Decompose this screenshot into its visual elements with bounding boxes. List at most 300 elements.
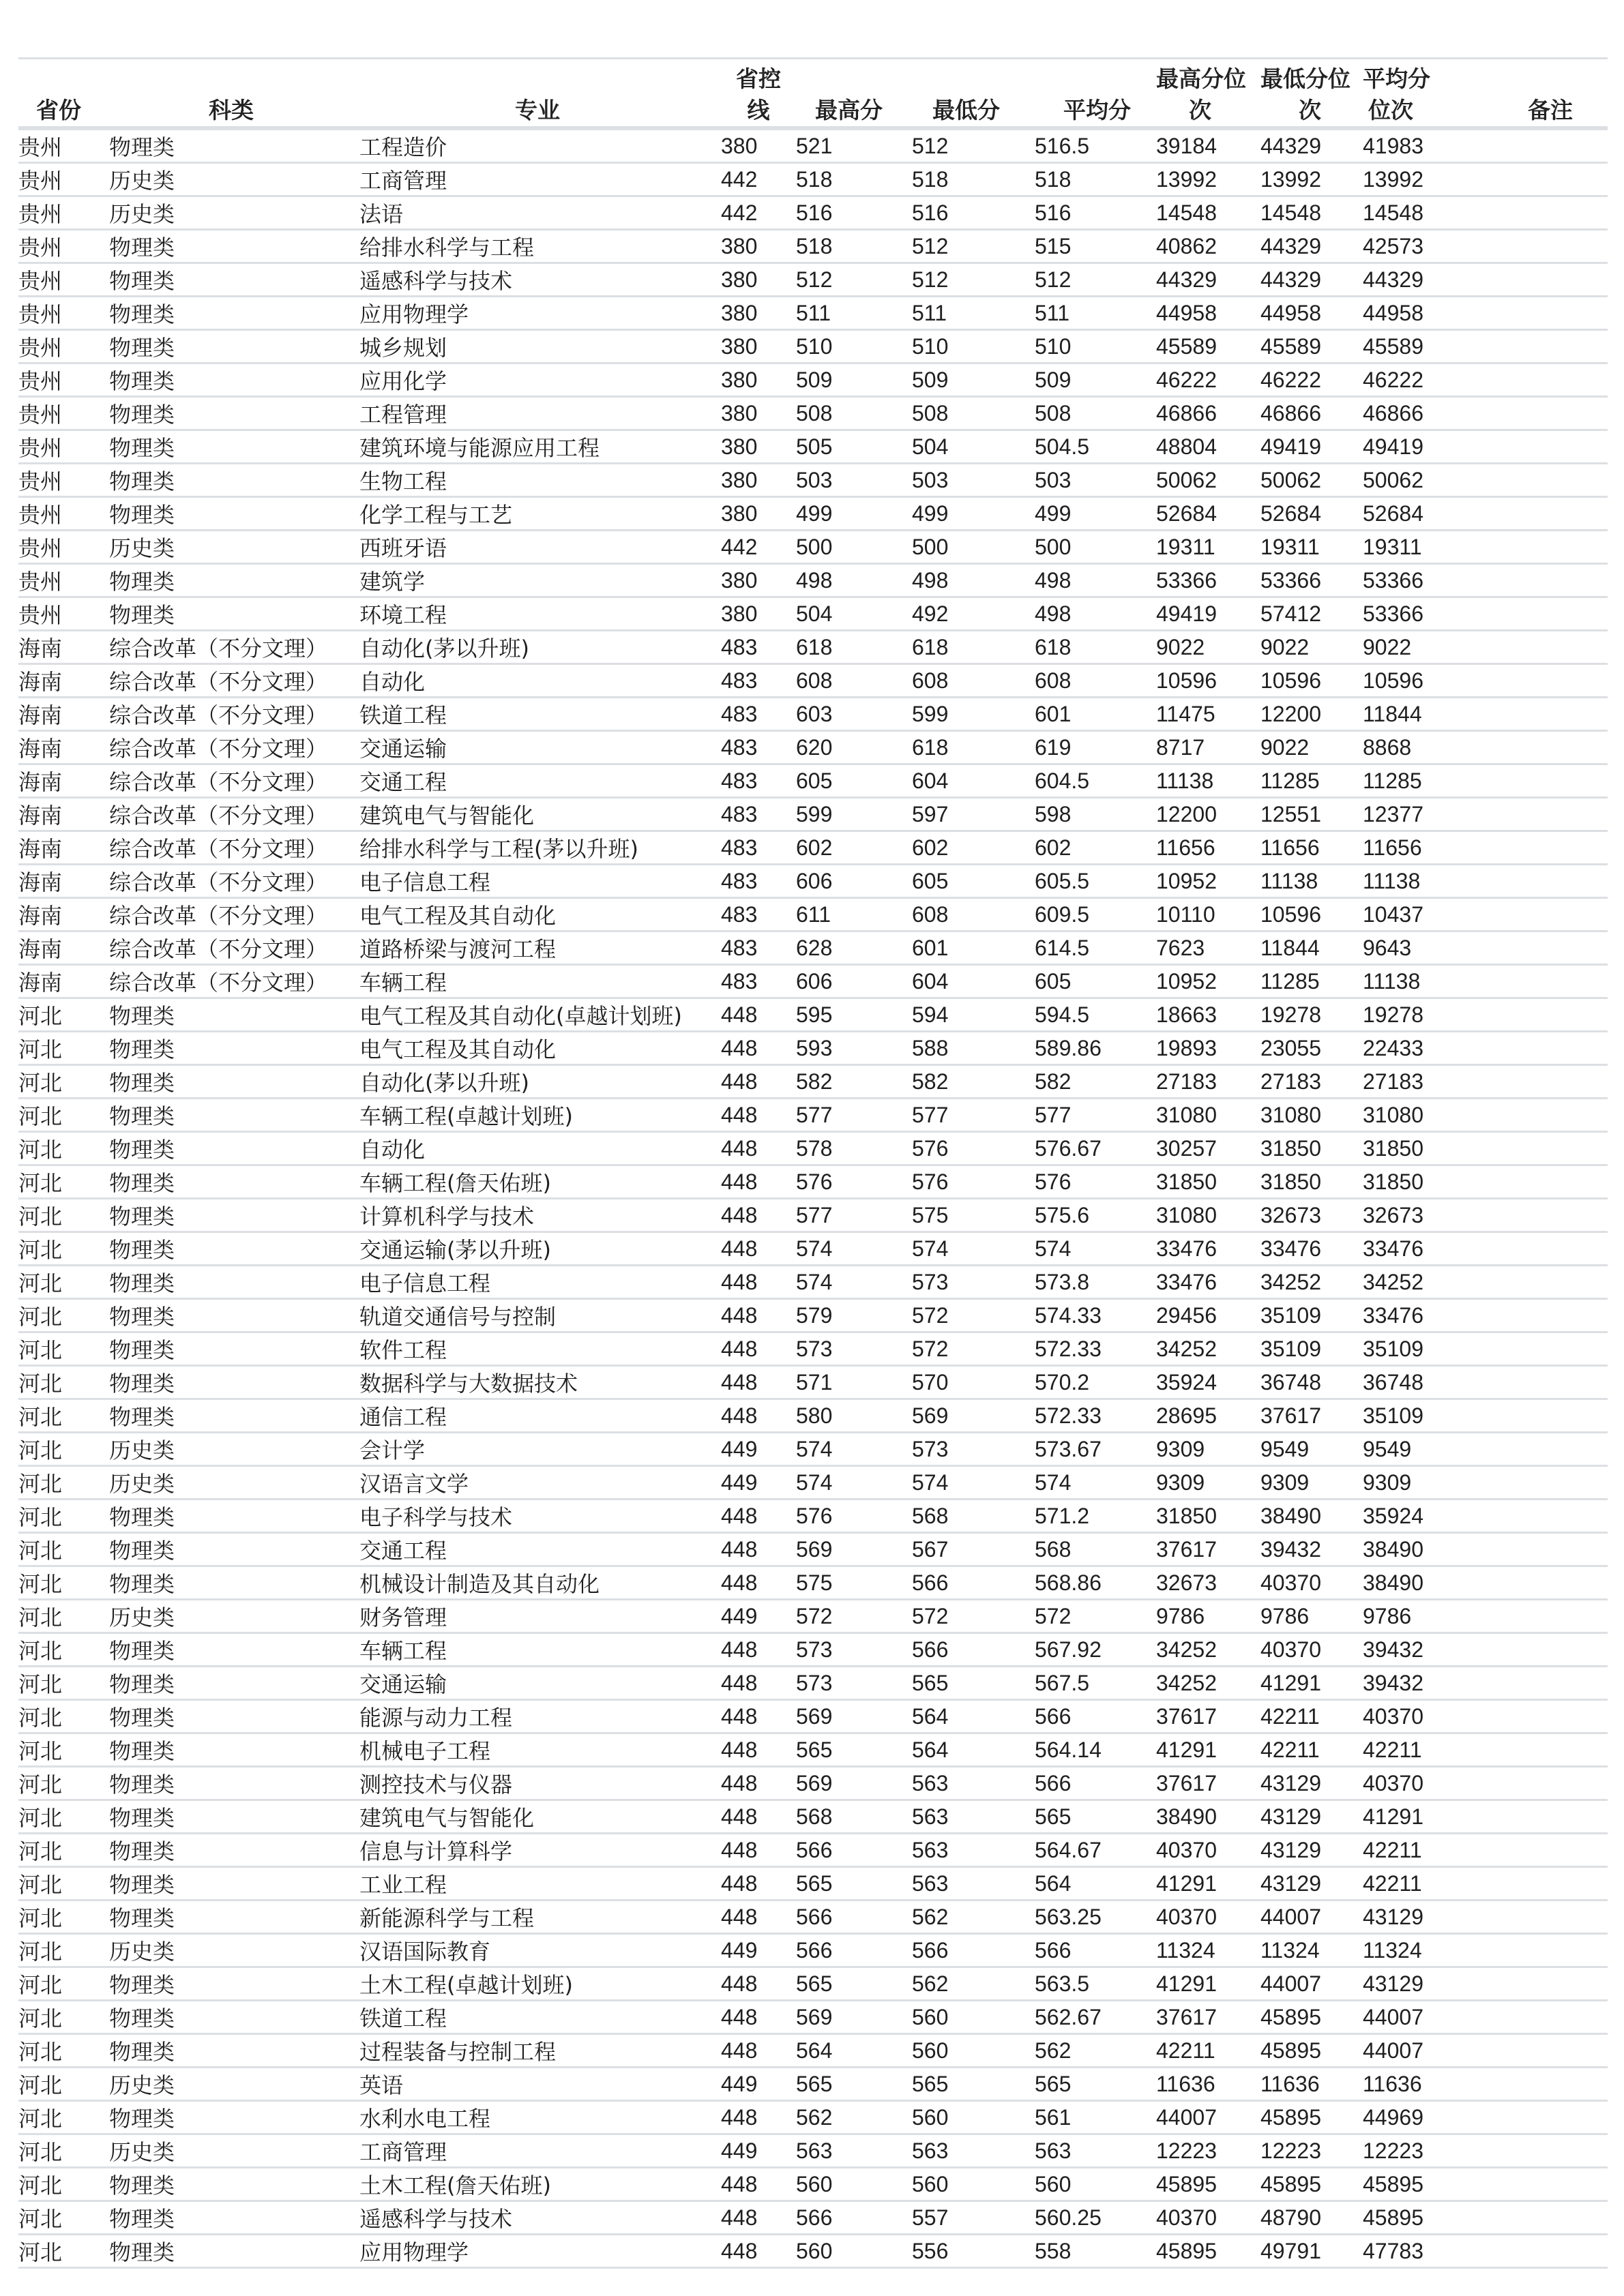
cell-avg-rank: 46222: [1363, 367, 1423, 392]
cell-control-line: 448: [721, 1703, 758, 1729]
cell-province: 河北: [18, 1972, 63, 1998]
cell-max-rank: 33476: [1156, 1236, 1217, 1261]
cell-min-rank: 12223: [1260, 2138, 1321, 2163]
cell-control-line: 448: [721, 2171, 758, 2196]
cell-province: 河北: [18, 1471, 63, 1497]
cell-min-score: 566: [912, 1937, 949, 1963]
cell-min-score: 567: [912, 1536, 949, 1562]
cell-min-rank: 31850: [1260, 1169, 1321, 1194]
cell-min-rank: 11844: [1260, 935, 1320, 960]
table-row: [18, 297, 1608, 330]
cell-max-rank: 12200: [1156, 801, 1217, 826]
cell-min-rank: 12200: [1260, 701, 1321, 726]
cell-major: 应用物理学: [359, 301, 469, 327]
cell-max-rank: 13992: [1156, 166, 1217, 192]
header-max-rank: 最高分位 次: [1156, 65, 1246, 123]
cell-avg-score: 574: [1035, 1470, 1072, 1495]
cell-min-score: 604: [912, 768, 949, 793]
header-note: 备注: [1528, 97, 1573, 123]
cell-max-score: 565: [796, 1737, 833, 1762]
cell-max-score: 569: [796, 2004, 833, 2029]
cell-avg-score: 574.33: [1035, 1302, 1102, 1328]
cell-min-score: 564: [912, 1703, 949, 1729]
cell-max-rank: 52684: [1156, 501, 1217, 526]
cell-note: [1499, 1500, 1608, 1533]
cell-category: 物理类: [109, 602, 175, 628]
header-category: 科类: [209, 97, 254, 123]
cell-major: 交通工程: [359, 1538, 447, 1564]
table-row: [18, 163, 1608, 196]
cell-province: 海南: [18, 736, 63, 762]
cell-max-score: 512: [796, 267, 833, 292]
cell-major: 新能源科学与工程: [359, 1905, 535, 1931]
cell-avg-rank: 43129: [1363, 1971, 1423, 1996]
cell-avg-score: 500: [1035, 534, 1072, 559]
cell-min-score: 618: [912, 734, 949, 760]
table-row: [18, 631, 1608, 664]
cell-control-line: 380: [721, 400, 758, 426]
cell-category: 物理类: [109, 1237, 175, 1263]
cell-control-line: 449: [721, 1603, 758, 1628]
cell-max-rank: 48804: [1156, 434, 1217, 459]
cell-max-rank: 40370: [1156, 1837, 1217, 1862]
cell-note: [1499, 1099, 1608, 1132]
cell-category: 物理类: [109, 268, 175, 294]
cell-avg-rank: 31850: [1363, 1169, 1423, 1194]
cell-note: [1499, 1934, 1608, 1967]
cell-avg-score: 605.5: [1035, 868, 1090, 893]
cell-province: 河北: [18, 1204, 63, 1229]
table-row: [18, 330, 1608, 363]
cell-avg-rank: 42211: [1363, 1870, 1422, 1896]
cell-avg-score: 576.67: [1035, 1135, 1102, 1161]
cell-max-score: 504: [796, 601, 833, 626]
cell-major: 遥感科学与技术: [359, 2206, 513, 2232]
cell-min-rank: 32673: [1260, 1202, 1321, 1227]
cell-avg-score: 566: [1035, 1937, 1072, 1963]
cell-major: 计算机科学与技术: [359, 1204, 535, 1229]
cell-province: 海南: [18, 936, 63, 962]
cell-major: 通信工程: [359, 1404, 447, 1430]
cell-category: 综合改革（不分文理）: [109, 803, 328, 829]
cell-major: 生物工程: [359, 468, 447, 494]
table-row: [18, 764, 1608, 798]
cell-province: 贵州: [18, 201, 63, 227]
cell-avg-rank: 13992: [1363, 166, 1423, 192]
cell-min-score: 508: [912, 400, 949, 426]
cell-province: 河北: [18, 1805, 63, 1831]
cell-avg-score: 602: [1035, 835, 1072, 860]
cell-avg-score: 572.33: [1035, 1403, 1102, 1428]
cell-note: [1499, 1165, 1608, 1199]
cell-major: 工商管理: [359, 168, 447, 194]
cell-control-line: 442: [721, 534, 758, 559]
cell-max-rank: 11656: [1156, 835, 1215, 860]
cell-major: 英语: [359, 2072, 404, 2098]
cell-province: 河北: [18, 1939, 63, 1965]
cell-min-rank: 11656: [1260, 835, 1320, 860]
cell-province: 河北: [18, 1772, 63, 1798]
cell-min-score: 602: [912, 835, 949, 860]
cell-avg-score: 516: [1035, 200, 1072, 225]
cell-max-score: 577: [796, 1202, 833, 1227]
cell-note: [1499, 2101, 1608, 2134]
cell-min-rank: 36748: [1260, 1369, 1321, 1395]
cell-major: 车辆工程(卓越计划班): [359, 1103, 573, 1129]
cell-min-rank: 40370: [1260, 1637, 1321, 1662]
cell-max-rank: 11138: [1156, 768, 1214, 793]
cell-min-score: 556: [912, 2238, 949, 2263]
cell-note: [1499, 1032, 1608, 1065]
cell-major: 道路桥梁与渡河工程: [359, 936, 557, 962]
cell-major: 软件工程: [359, 1337, 447, 1363]
cell-control-line: 448: [721, 1804, 758, 1829]
cell-max-rank: 53366: [1156, 567, 1217, 593]
table-row: [18, 263, 1608, 297]
cell-avg-score: 509: [1035, 367, 1072, 392]
cell-avg-score: 508: [1035, 400, 1072, 426]
cell-max-score: 565: [796, 1971, 833, 1996]
cell-max-score: 578: [796, 1135, 833, 1161]
cell-avg-score: 601: [1035, 701, 1072, 726]
cell-min-rank: 42211: [1260, 1703, 1320, 1729]
cell-min-rank: 10596: [1260, 668, 1321, 693]
admission-score-table: [18, 59, 1608, 2269]
cell-avg-score: 504.5: [1035, 434, 1090, 459]
cell-min-rank: 44958: [1260, 300, 1321, 325]
cell-min-score: 504: [912, 434, 949, 459]
cell-province: 河北: [18, 1605, 63, 1630]
cell-avg-rank: 38490: [1363, 1536, 1423, 1562]
cell-max-score: 573: [796, 1670, 833, 1695]
cell-category: 物理类: [109, 435, 175, 461]
cell-min-score: 605: [912, 868, 949, 893]
cell-avg-rank: 9022: [1363, 634, 1412, 659]
cell-min-score: 512: [912, 133, 949, 158]
cell-province: 海南: [18, 836, 63, 862]
cell-min-score: 511: [912, 300, 947, 325]
cell-min-score: 565: [912, 1670, 949, 1695]
cell-avg-score: 561: [1035, 2104, 1072, 2130]
cell-control-line: 449: [721, 2071, 758, 2096]
cell-max-rank: 45895: [1156, 2171, 1217, 2196]
cell-major: 机械设计制造及其自动化: [359, 1571, 600, 1597]
cell-min-score: 560: [912, 2004, 949, 2029]
cell-major: 电子信息工程: [359, 869, 491, 895]
cell-control-line: 483: [721, 835, 758, 860]
cell-major: 环境工程: [359, 602, 447, 628]
cell-min-score: 577: [912, 1102, 949, 1127]
table-row: [18, 1667, 1608, 1700]
cell-major: 轨道交通信号与控制: [359, 1304, 557, 1330]
cell-max-score: 498: [796, 567, 833, 593]
cell-control-line: 448: [721, 2104, 758, 2130]
cell-min-rank: 35109: [1260, 1302, 1321, 1328]
table-row: [18, 1800, 1608, 1834]
table-row: [18, 1132, 1608, 1165]
cell-avg-score: 582: [1035, 1069, 1072, 1094]
cell-max-rank: 44958: [1156, 300, 1217, 325]
cell-category: 综合改革（不分文理）: [109, 669, 328, 695]
cell-max-score: 509: [796, 367, 833, 392]
table-row: [18, 1900, 1608, 1934]
table-row: [18, 2235, 1608, 2268]
cell-max-rank: 45589: [1156, 333, 1217, 359]
cell-control-line: 448: [721, 1971, 758, 1996]
cell-note: [1499, 1065, 1608, 1099]
cell-avg-rank: 44007: [1363, 2038, 1423, 2063]
cell-control-line: 483: [721, 968, 758, 994]
cell-note: [1499, 363, 1608, 397]
cell-avg-rank: 39432: [1363, 1670, 1423, 1695]
cell-control-line: 448: [721, 2238, 758, 2263]
cell-province: 河北: [18, 2239, 63, 2265]
cell-max-rank: 39184: [1156, 133, 1217, 158]
cell-avg-score: 566: [1035, 1770, 1072, 1795]
cell-note: [1499, 2168, 1608, 2201]
cell-avg-score: 573.8: [1035, 1269, 1090, 1294]
cell-province: 贵州: [18, 268, 63, 294]
cell-avg-rank: 50062: [1363, 467, 1423, 492]
table-row: [18, 531, 1608, 564]
table-row: [18, 1399, 1608, 1433]
cell-max-rank: 19311: [1156, 534, 1215, 559]
cell-avg-score: 564: [1035, 1870, 1072, 1896]
cell-category: 物理类: [109, 1705, 175, 1731]
cell-category: 物理类: [109, 402, 175, 428]
cell-province: 贵州: [18, 301, 63, 327]
cell-category: 物理类: [109, 1170, 175, 1196]
table-row: [18, 1533, 1608, 1566]
cell-category: 物理类: [109, 1137, 175, 1163]
cell-min-score: 572: [912, 1302, 949, 1328]
cell-control-line: 442: [721, 166, 758, 192]
cell-avg-rank: 31080: [1363, 1102, 1423, 1127]
cell-min-score: 562: [912, 1904, 949, 1929]
cell-max-score: 571: [796, 1369, 833, 1395]
cell-category: 历史类: [109, 1605, 175, 1630]
cell-min-score: 575: [912, 1202, 949, 1227]
cell-max-score: 510: [796, 333, 833, 359]
cell-note: [1499, 2134, 1608, 2168]
cell-max-score: 521: [796, 133, 833, 158]
cell-province: 河北: [18, 1070, 63, 1096]
cell-major: 交通运输: [359, 736, 447, 762]
cell-max-score: 618: [796, 634, 833, 659]
cell-avg-score: 518: [1035, 166, 1072, 192]
cell-min-rank: 11285: [1260, 768, 1320, 793]
cell-major: 电子科学与技术: [359, 1504, 513, 1530]
cell-category: 物理类: [109, 1270, 175, 1296]
cell-min-rank: 11138: [1260, 868, 1318, 893]
cell-category: 物理类: [109, 1738, 175, 1764]
cell-avg-rank: 35109: [1363, 1403, 1423, 1428]
cell-avg-rank: 32673: [1363, 1202, 1423, 1227]
cell-category: 综合改革（不分文理）: [109, 702, 328, 728]
cell-major: 法语: [359, 201, 404, 227]
cell-max-rank: 41291: [1156, 1737, 1217, 1762]
table-body: [18, 128, 1608, 2268]
cell-note: [1499, 2235, 1608, 2268]
cell-max-score: 516: [796, 200, 833, 225]
cell-major: 应用化学: [359, 368, 447, 394]
cell-category: 物理类: [109, 1337, 175, 1363]
cell-max-score: 603: [796, 701, 833, 726]
cell-category: 物理类: [109, 2039, 175, 2065]
cell-min-rank: 41291: [1260, 1670, 1321, 1695]
cell-control-line: 448: [721, 1336, 758, 1361]
cell-max-rank: 34252: [1156, 1670, 1217, 1695]
cell-avg-score: 571.2: [1035, 1503, 1090, 1528]
table-row: [18, 898, 1608, 931]
cell-note: [1499, 1667, 1608, 1700]
cell-min-rank: 44007: [1260, 1904, 1321, 1929]
cell-note: [1499, 1700, 1608, 1733]
table-row: [18, 1299, 1608, 1332]
cell-province: 海南: [18, 970, 63, 996]
cell-avg-score: 608: [1035, 668, 1072, 693]
cell-max-rank: 32673: [1156, 1570, 1217, 1595]
cell-max-score: 606: [796, 968, 833, 994]
cell-avg-score: 614.5: [1035, 935, 1090, 960]
cell-min-score: 510: [912, 333, 949, 359]
cell-category: 物理类: [109, 1371, 175, 1397]
cell-min-score: 568: [912, 1503, 949, 1528]
cell-province: 河北: [18, 1003, 63, 1029]
cell-min-score: 564: [912, 1737, 949, 1762]
cell-avg-score: 589.86: [1035, 1035, 1102, 1060]
cell-max-score: 605: [796, 768, 833, 793]
cell-min-score: 608: [912, 901, 949, 927]
cell-min-rank: 42211: [1260, 1737, 1320, 1762]
cell-min-rank: 43129: [1260, 1804, 1321, 1829]
cell-category: 综合改革（不分文理）: [109, 636, 328, 661]
cell-min-rank: 23055: [1260, 1035, 1321, 1060]
cell-note: [1499, 1600, 1608, 1633]
cell-note: [1499, 2001, 1608, 2034]
cell-note: [1499, 397, 1608, 430]
cell-control-line: 380: [721, 567, 758, 593]
cell-avg-score: 572.33: [1035, 1336, 1102, 1361]
cell-avg-score: 515: [1035, 233, 1072, 258]
cell-max-score: 503: [796, 467, 833, 492]
cell-avg-score: 512: [1035, 267, 1072, 292]
cell-avg-score: 568: [1035, 1536, 1072, 1562]
cell-category: 综合改革（不分文理）: [109, 903, 328, 929]
cell-min-score: 565: [912, 2071, 949, 2096]
cell-note: [1499, 664, 1608, 698]
cell-note: [1499, 764, 1608, 798]
cell-min-score: 573: [912, 1269, 949, 1294]
cell-max-score: 582: [796, 1069, 833, 1094]
cell-avg-rank: 8868: [1363, 734, 1412, 760]
cell-avg-rank: 42573: [1363, 233, 1423, 258]
cell-avg-rank: 44969: [1363, 2104, 1423, 2130]
cell-major: 工程造价: [359, 134, 447, 160]
cell-control-line: 448: [721, 1035, 758, 1060]
cell-note: [1499, 1232, 1608, 1266]
cell-major: 汉语国际教育: [359, 1939, 491, 1965]
cell-category: 历史类: [109, 2139, 175, 2165]
cell-max-score: 569: [796, 1770, 833, 1795]
cell-control-line: 448: [721, 1302, 758, 1328]
cell-avg-rank: 52684: [1363, 501, 1423, 526]
cell-min-score: 509: [912, 367, 949, 392]
cell-min-score: 582: [912, 1069, 949, 1094]
table-row: [18, 230, 1608, 263]
cell-avg-score: 564.14: [1035, 1737, 1102, 1762]
table-row: [18, 1332, 1608, 1366]
cell-min-rank: 49419: [1260, 434, 1321, 459]
cell-note: [1499, 263, 1608, 297]
table-row: [18, 430, 1608, 464]
cell-province: 河北: [18, 1905, 63, 1931]
cell-avg-rank: 40370: [1363, 1703, 1423, 1729]
cell-province: 河北: [18, 1304, 63, 1330]
cell-control-line: 380: [721, 233, 758, 258]
cell-note: [1499, 1266, 1608, 1299]
cell-avg-rank: 11636: [1363, 2071, 1422, 2096]
cell-note: [1499, 1867, 1608, 1900]
cell-max-rank: 11636: [1156, 2071, 1215, 2096]
cell-max-rank: 19893: [1156, 1035, 1217, 1060]
cell-max-rank: 14548: [1156, 200, 1217, 225]
cell-max-rank: 10110: [1156, 901, 1215, 927]
cell-max-rank: 11324: [1156, 1937, 1215, 1963]
cell-major: 自动化: [359, 1137, 426, 1163]
cell-category: 物理类: [109, 134, 175, 160]
cell-control-line: 380: [721, 434, 758, 459]
cell-province: 河北: [18, 2173, 63, 2198]
cell-avg-rank: 44958: [1363, 300, 1423, 325]
cell-avg-rank: 33476: [1363, 1236, 1423, 1261]
cell-control-line: 448: [721, 2004, 758, 2029]
cell-min-rank: 45895: [1260, 2004, 1321, 2029]
cell-avg-rank: 43129: [1363, 1904, 1423, 1929]
cell-note: [1499, 597, 1608, 631]
cell-max-score: 511: [796, 300, 831, 325]
table-row: [18, 1099, 1608, 1132]
cell-major: 财务管理: [359, 1605, 447, 1630]
cell-min-rank: 45895: [1260, 2171, 1321, 2196]
cell-province: 贵州: [18, 335, 63, 361]
cell-control-line: 483: [721, 734, 758, 760]
cell-major: 西班牙语: [359, 535, 447, 561]
cell-max-rank: 50062: [1156, 467, 1217, 492]
cell-min-rank: 19278: [1260, 1002, 1321, 1027]
cell-min-score: 572: [912, 1336, 949, 1361]
cell-major: 交通运输: [359, 1671, 447, 1697]
cell-control-line: 448: [721, 1169, 758, 1194]
cell-max-rank: 46222: [1156, 367, 1217, 392]
cell-major: 测控技术与仪器: [359, 1772, 513, 1798]
cell-min-score: 512: [912, 233, 949, 258]
cell-min-score: 560: [912, 2104, 949, 2130]
table-row: [18, 2201, 1608, 2235]
table-row: [18, 1433, 1608, 1466]
cell-max-rank: 30257: [1156, 1135, 1217, 1161]
cell-min-rank: 9022: [1260, 734, 1310, 760]
table-row: [18, 1867, 1608, 1900]
table-row: [18, 1366, 1608, 1399]
cell-min-rank: 9309: [1260, 1470, 1310, 1495]
cell-min-score: 557: [912, 2205, 949, 2230]
cell-major: 工业工程: [359, 1872, 447, 1898]
cell-avg-score: 498: [1035, 601, 1072, 626]
cell-control-line: 448: [721, 1670, 758, 1695]
cell-avg-rank: 44329: [1363, 267, 1423, 292]
cell-category: 物理类: [109, 2239, 175, 2265]
